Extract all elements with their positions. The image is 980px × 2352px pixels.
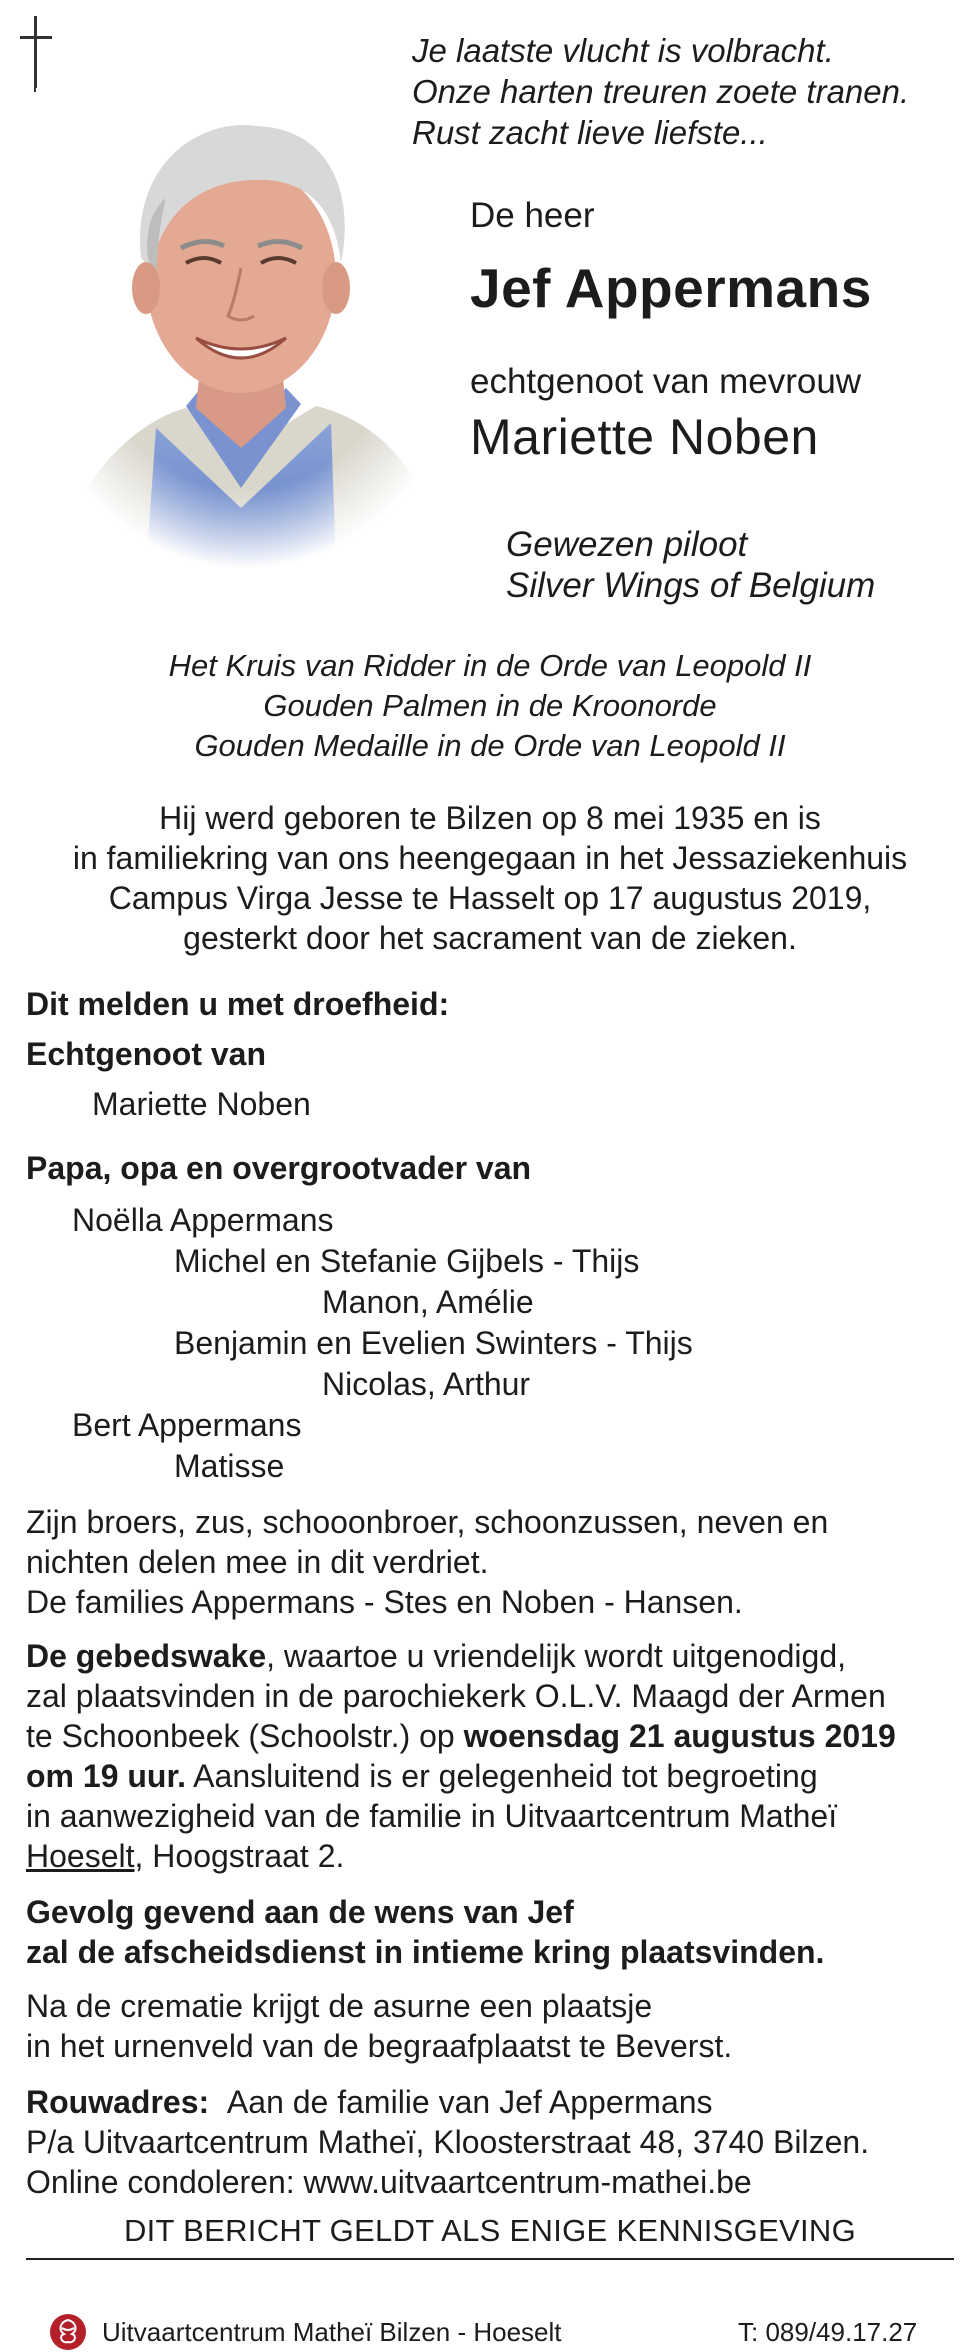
career-line: Silver Wings of Belgium	[506, 566, 876, 605]
family-member: Bert Appermans	[72, 1407, 302, 1443]
poem-line: Onze harten treuren zoete tranen.	[412, 73, 910, 110]
bio-line: Campus Virga Jesse te Hasselt op 17 augustus 2019,	[108, 880, 872, 916]
poem-line: Je laatste vlucht is volbracht.	[412, 32, 834, 69]
family-member: Michel en Stefanie Gijbels - Thijs	[174, 1243, 640, 1279]
vigil-time: om 19 uur.	[26, 1758, 187, 1794]
extended-line: De families Appermans - Stes en Noben - Hansen.	[26, 1584, 743, 1620]
wish-line: Gevolg gevend aan de wens van Jef	[26, 1894, 574, 1930]
vigil-location: Hoeselt	[26, 1838, 135, 1874]
spouse-name: Mariette Noben	[470, 409, 819, 465]
wish-section	[26, 1892, 824, 1972]
bio-line: gesterkt door het sacrament van de zieken.	[183, 920, 797, 956]
deceased-name: Jef Appermans	[470, 257, 872, 319]
vigil-text: , waartoe u vriendelijk wordt uitgenodigd,	[266, 1638, 846, 1674]
honour-item: Gouden Palmen in de Kroonorde	[263, 688, 717, 723]
address-line: Aan de familie van Jef Appermans	[226, 2084, 713, 2120]
vigil-text: , Hoogstraat 2.	[134, 1838, 345, 1874]
spouse-prefix: echtgenoot van mevrouw	[470, 362, 862, 401]
cremation-section	[26, 1986, 732, 2066]
honour-item: Gouden Medaille in de Orde van Leopold II	[194, 728, 786, 763]
cremation-line: Na de crematie krijgt de asurne een plaatsje	[26, 1988, 653, 2024]
rose-logo-icon	[48, 2312, 88, 2352]
address-section	[26, 2082, 869, 2202]
vigil-text: zal plaatsvinden in de parochiekerk O.L.V. Maagd der Armen	[26, 1678, 886, 1714]
vigil-text: Aansluitend is er gelegenheid tot begroeting	[186, 1758, 818, 1794]
memorial-poem	[412, 30, 909, 153]
career-line: Gewezen piloot	[506, 525, 748, 564]
address-line: P/a Uitvaartcentrum Matheï, Kloosterstraat 48, 3740 Bilzen.	[26, 2124, 870, 2160]
extended-family	[26, 1502, 828, 1622]
bio-line: in familiekring van ons heengegaan in het Jessaziekenhuis	[72, 840, 908, 876]
honours-list	[0, 646, 980, 766]
cross-icon	[14, 14, 58, 94]
family-member: Manon, Amélie	[322, 1284, 534, 1320]
extended-line: Zijn broers, zus, schooonbroer, schoonzussen, neven en	[26, 1504, 829, 1540]
condolence-link[interactable]: Online condoleren: www.uitvaartcentrum-mathei.be	[26, 2164, 752, 2200]
vigil-section	[26, 1636, 896, 1876]
address-label: Rouwadres:	[26, 2084, 210, 2120]
spouse-heading: Echtgenoot van	[26, 1036, 267, 1072]
funeral-home-phone: T: 089/49.17.27	[738, 2317, 918, 2347]
career-info	[506, 524, 875, 606]
wish-line: zal de afscheidsdienst in intieme kring plaatsvinden.	[26, 1934, 825, 1970]
family-member: Matisse	[174, 1448, 285, 1484]
closing-notice: DIT BERICHT GELDT ALS ENIGE KENNISGEVING	[123, 2213, 857, 2248]
family-member: Benjamin en Evelien Swinters - Thijs	[174, 1325, 693, 1361]
vigil-bold: De gebedswake	[26, 1638, 267, 1674]
extended-line: nichten delen mee in dit verdriet.	[26, 1544, 489, 1580]
funeral-home-name: Uitvaartcentrum Matheï Bilzen - Hoeselt	[102, 2317, 562, 2347]
bio-line: Hij werd geboren te Bilzen op 8 mei 1935 en is	[159, 800, 821, 836]
mourners-heading: Dit melden u met droefheid:	[26, 986, 450, 1022]
divider	[26, 2258, 954, 2260]
spouse-entry: Mariette Noben	[92, 1086, 311, 1122]
poem-line: Rust zacht lieve liefste...	[412, 114, 768, 151]
honour-item: Het Kruis van Ridder in de Orde van Leopold II	[168, 648, 812, 683]
family-member: Nicolas, Arthur	[322, 1366, 531, 1402]
vigil-text: in aanwezigheid van de familie in Uitvaartcentrum Matheï	[26, 1798, 838, 1834]
vigil-date: woensdag 21 augustus 2019	[463, 1718, 896, 1754]
vigil-text: te Schoonbeek (Schoolstr.) op	[26, 1718, 464, 1754]
biography	[0, 798, 980, 958]
family-heading: Papa, opa en overgrootvader van	[26, 1150, 532, 1186]
title-prefix: De heer	[470, 196, 595, 235]
family-member: Noëlla Appermans	[72, 1202, 334, 1238]
cremation-line: in het urnenveld van de begraafplaatst te Beverst.	[26, 2028, 733, 2064]
portrait-photo	[36, 88, 456, 568]
